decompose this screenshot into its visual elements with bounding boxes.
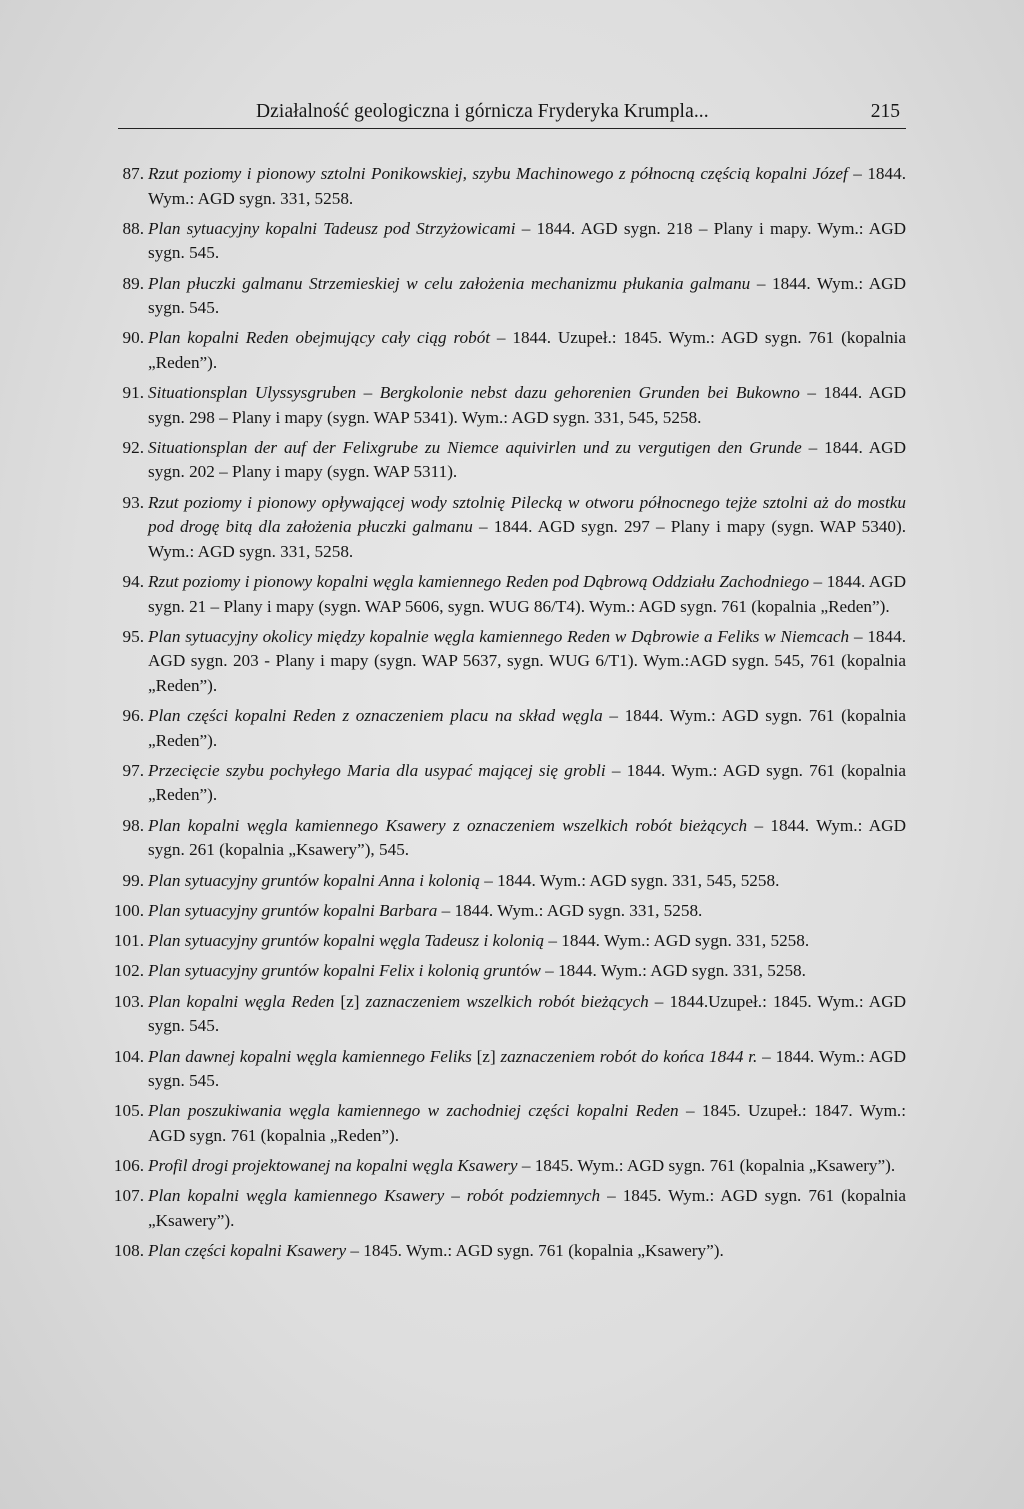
entry-number: 96.	[122, 706, 144, 726]
list-item	[100, 869, 906, 894]
list-item	[100, 759, 906, 808]
entry-details: – 1844. Wym.: AGD sygn. 331, 5258.	[540, 961, 806, 981]
entry-title: Plan sytuacyjny okolicy między kopalnie węgla kamiennego Reden w Dąbrowie a Feliks w Niemcach	[148, 626, 850, 646]
entry-details: – 1844. AGD sygn. 297 – Plany i mapy (sygn. WAP 5340). Wym.: AGD sygn. 331, 5258.	[148, 517, 907, 561]
entry-title: Plan kopalni węgla kamiennego Ksawery – robót podziemnych	[148, 1186, 601, 1206]
entry-title: Plan sytuacyjny kopalni Tadeusz pod Strzyżowicami	[148, 218, 516, 238]
list-item	[100, 625, 906, 699]
entry-title: Plan dawnej kopalni węgla kamiennego Feliks	[148, 1046, 472, 1066]
entry-title: Plan kopalni węgla Reden	[148, 991, 335, 1011]
list-item	[100, 381, 906, 430]
entry-details: – 1845. Wym.: AGD sygn. 761 (kopalnia „Ksawery”).	[346, 1241, 724, 1261]
list-item	[100, 1045, 906, 1094]
entry-number: 94.	[122, 572, 144, 592]
list-item	[100, 217, 906, 266]
entry-title: Plan części kopalni Reden z oznaczeniem placu na skład węgla	[148, 706, 603, 726]
entry-details: – 1844. Wym.: AGD sygn. 331, 5258.	[437, 900, 703, 920]
entry-title: Plan sytuacyjny gruntów kopalni Anna i kolonią	[148, 870, 480, 890]
entry-number: 95.	[122, 626, 144, 646]
entry-title: Rzut poziomy i pionowy kopalni węgla kamiennego Reden pod Dąbrową Oddziału Zachodniego	[148, 572, 810, 592]
list-item	[100, 1184, 906, 1233]
entry-number: 104.	[113, 1046, 144, 1066]
entry-number: 102.	[113, 961, 144, 981]
entry-title: Plan poszukiwania węgla kamiennego w zachodniej części kopalni Reden	[148, 1101, 679, 1121]
entry-number: 87.	[122, 164, 144, 183]
entry-title: Profil drogi projektowanej na kopalni węgla Ksawery	[148, 1156, 518, 1176]
entry-details: – 1844. Wym.: AGD sygn. 761 (kopalnia „Reden”).	[148, 706, 906, 750]
entry-title: Przecięcie szybu pochyłego Maria dla usypać mającej się grobli	[148, 760, 606, 780]
entry-details: – 1845. Wym.: AGD sygn. 761 (kopalnia „Ksawery”).	[148, 1186, 906, 1230]
entry-number: 89.	[122, 273, 144, 293]
entry-title-continued: zaznaczeniem robót do końca 1844 r.	[500, 1046, 758, 1066]
entry-details: – 1844. Uzupeł.: 1845. Wym.: AGD sygn. 761 (kopalnia „Reden”).	[148, 328, 906, 372]
entry-title: Situationsplan Ulyssysgruben – Bergkolonie nebst dazu gehorenien Grunden bei Bukowno	[148, 383, 800, 403]
entry-title: Plan sytuacyjny gruntów kopalni węgla Tadeusz i kolonią	[148, 931, 545, 951]
entry-details: – 1844. AGD sygn. 298 – Plany i mapy (sygn. WAP 5341). Wym.: AGD sygn. 331, 545, 5258.	[148, 383, 906, 427]
entry-number: 99.	[122, 870, 144, 890]
entry-list	[100, 162, 906, 1270]
entry-number: 90.	[122, 328, 144, 348]
list-item	[100, 1099, 906, 1148]
entry-number: 91.	[122, 383, 144, 403]
entry-details: – 1844. AGD sygn. 218 – Plany i mapy. Wym.: AGD sygn. 545.	[148, 218, 907, 263]
entry-details: – 1844. Wym.: AGD sygn. 331, 545, 5258.	[479, 870, 780, 890]
entry-number: 103.	[113, 991, 144, 1011]
entry-number: 108.	[113, 1241, 144, 1261]
entry-details: – 1844. Wym.: AGD sygn. 545.	[148, 1046, 906, 1091]
entry-title-continued: zaznaczeniem wszelkich robót bieżących	[365, 991, 649, 1011]
entry-number: 98.	[122, 815, 144, 835]
entry-number: 105.	[113, 1101, 144, 1121]
list-item	[100, 1239, 906, 1264]
entry-number: 107.	[113, 1186, 144, 1206]
entry-title: Rzut poziomy i pionowy sztolni Ponikowskiej, szybu Machinowego z północną częścią kopalni Józef	[148, 164, 848, 183]
list-item	[100, 491, 906, 565]
list-item	[100, 990, 906, 1039]
entry-details: – 1844. Wym.: AGD sygn. 545.	[148, 273, 906, 318]
entry-details: – 1845. Uzupeł.: 1847. Wym.: AGD sygn. 761 (kopalnia „Reden”).	[148, 1101, 907, 1145]
entry-title: Plan sytuacyjny gruntów kopalni Barbara	[148, 900, 438, 920]
entry-details: – 1844.Uzupeł.: 1845. Wym.: AGD sygn. 545.	[148, 991, 907, 1036]
entry-title: Plan kopalni Reden obejmujący cały ciąg robót	[148, 328, 491, 348]
running-head	[118, 100, 906, 129]
running-title: Działalność geologiczna i górnicza Fryderyka Krumpla...	[256, 101, 709, 122]
list-item	[100, 436, 906, 485]
list-item	[100, 929, 906, 954]
list-item	[100, 704, 906, 753]
entry-details: – 1844. Wym.: AGD sygn. 331, 5258.	[544, 931, 810, 951]
list-item	[100, 814, 906, 863]
entry-number: 106.	[113, 1156, 144, 1176]
entry-number: 101.	[113, 931, 144, 951]
page-number: 215	[870, 101, 900, 122]
entry-number: 92.	[122, 437, 144, 457]
entry-title: Plan części kopalni Ksawery	[148, 1241, 347, 1261]
entry-details: – 1844. Wym.: AGD sygn. 761 (kopalnia „Reden”).	[148, 760, 906, 805]
entry-number: 100.	[113, 900, 144, 920]
entry-title: Plan sytuacyjny gruntów kopalni Felix i kolonią gruntów	[148, 961, 541, 981]
entry-details: – 1844. AGD sygn. 21 – Plany i mapy (sygn. WAP 5606, sygn. WUG 86/T4). Wym.: AGD sygn. 761 (kopalnia „Reden”).	[148, 572, 906, 616]
list-item	[100, 162, 906, 211]
list-item	[100, 899, 906, 924]
entry-details: – 1844. AGD sygn. 203 - Plany i mapy (sygn. WAP 5637, sygn. WUG 6/T1). Wym.:AGD sygn. 545, 761 (kopalnia „Reden”).	[148, 626, 906, 695]
list-item	[100, 326, 906, 375]
entry-title: Rzut poziomy i pionowy opływającej wody sztolnię Pilecką w otworu północnego tejże sztolni aż do mostku pod drogę bitą dla założenia płuczki galmanu	[148, 492, 906, 537]
list-item	[100, 272, 906, 321]
entry-title: Plan kopalni węgla kamiennego Ksawery z oznaczeniem wszelkich robót bieżących	[148, 815, 748, 835]
entry-number: 88.	[122, 218, 144, 238]
entry-details: – 1844. Wym.: AGD sygn. 261 (kopalnia „Ksawery”), 545.	[148, 815, 906, 860]
entry-bracket: [z]	[471, 1046, 501, 1066]
entry-number: 97.	[122, 760, 144, 780]
entry-details: – 1845. Wym.: AGD sygn. 761 (kopalnia „Ksawery”).	[517, 1156, 896, 1176]
entry-title: Plan płuczki galmanu Strzemieskiej w celu założenia mechanizmu płukania galmanu	[148, 273, 751, 293]
list-item	[100, 959, 906, 984]
list-item	[100, 1154, 906, 1179]
entry-details: – 1844. AGD sygn. 202 – Plany i mapy (sygn. WAP 5311).	[148, 437, 906, 482]
entry-details: – 1844. Wym.: AGD sygn. 331, 5258.	[148, 164, 907, 208]
entry-bracket: [z]	[334, 991, 366, 1011]
list-item	[100, 570, 906, 619]
entry-number: 93.	[122, 492, 144, 512]
entry-title: Situationsplan der auf der Felixgrube zu Niemce aquivirlen und zu vergutigen den Grunde	[148, 437, 802, 457]
